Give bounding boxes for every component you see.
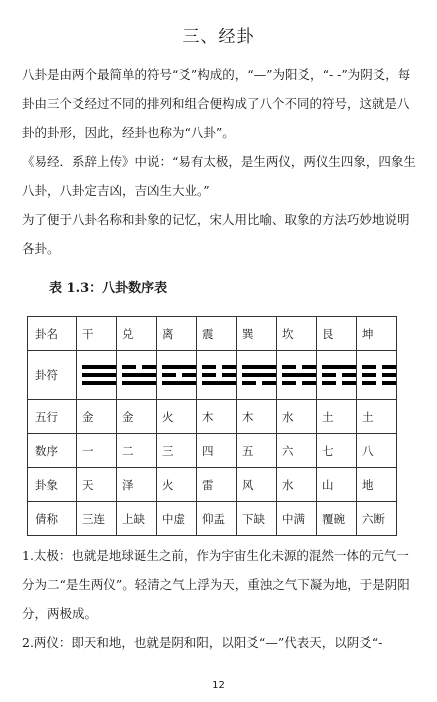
yang-line bbox=[122, 381, 156, 385]
table-cell: 七 bbox=[317, 434, 357, 468]
line-segment bbox=[82, 365, 116, 369]
trigram-symbol bbox=[242, 365, 276, 385]
line-segment bbox=[122, 365, 136, 369]
trigram-symbol bbox=[202, 365, 236, 385]
yang-line bbox=[202, 381, 236, 385]
yin-line bbox=[362, 373, 396, 377]
yin-line bbox=[282, 381, 316, 385]
table-row bbox=[28, 468, 397, 502]
yang-line bbox=[82, 365, 116, 369]
table-cell: 五 bbox=[237, 434, 277, 468]
table-cell: 震 bbox=[197, 317, 237, 351]
yin-line bbox=[322, 381, 356, 385]
trigram-cell bbox=[237, 351, 277, 400]
quote-paragraph: 《易经．系辞上传》中说：“易有太极，是生两仪，两仪生四象，四象生八卦，八卦定吉凶，吉凶生大业。” bbox=[22, 154, 416, 198]
line-segment bbox=[82, 381, 116, 385]
table-row bbox=[28, 351, 397, 400]
line-segment bbox=[362, 381, 376, 385]
table-row bbox=[28, 400, 397, 434]
table-cell: 艮 bbox=[317, 317, 357, 351]
table-cell: 六断 bbox=[357, 502, 397, 536]
trigram-cell bbox=[357, 351, 397, 400]
line-segment bbox=[382, 365, 396, 369]
line-segment bbox=[322, 365, 356, 369]
table-cell: 三 bbox=[157, 434, 197, 468]
row-header: 卦符 bbox=[28, 351, 77, 400]
line-segment bbox=[322, 373, 336, 377]
section-title: 三、经卦 bbox=[182, 27, 255, 47]
table-cell: 坎 bbox=[277, 317, 317, 351]
line-segment bbox=[282, 365, 296, 369]
table-cell: 离 bbox=[157, 317, 197, 351]
yin-line bbox=[242, 381, 276, 385]
yin-line bbox=[362, 365, 396, 369]
yang-line bbox=[322, 365, 356, 369]
yin-line bbox=[202, 373, 236, 377]
yin-line bbox=[122, 365, 156, 369]
yang-line bbox=[242, 365, 276, 369]
trigram-cell bbox=[77, 351, 117, 400]
table-cell: 金 bbox=[117, 400, 157, 434]
table-cell: 火 bbox=[157, 468, 197, 502]
line-segment bbox=[362, 373, 376, 377]
table-row bbox=[28, 434, 397, 468]
line-segment bbox=[202, 365, 216, 369]
line-segment bbox=[122, 381, 156, 385]
yang-line bbox=[122, 373, 156, 377]
line-segment bbox=[222, 365, 236, 369]
table-cell: 干 bbox=[77, 317, 117, 351]
line-segment bbox=[322, 381, 336, 385]
table-cell: 土 bbox=[317, 400, 357, 434]
line-segment bbox=[242, 381, 256, 385]
trigram-cell bbox=[157, 351, 197, 400]
line-segment bbox=[162, 381, 196, 385]
table-cell: 八 bbox=[357, 434, 397, 468]
table-cell: 木 bbox=[237, 400, 277, 434]
trigram-symbol bbox=[122, 365, 156, 385]
line-segment bbox=[302, 381, 316, 385]
note-taiji: 1.太极：也就是地球诞生之前，作为宇宙生化未源的混然一体的元气一分为二“是生两仪”。轻清之气上浮为天，重浊之气下凝为地，于是阴阳分，两极成。 bbox=[22, 548, 410, 621]
line-segment bbox=[342, 373, 356, 377]
yin-line bbox=[202, 365, 236, 369]
line-segment bbox=[162, 373, 176, 377]
intro-paragraph: 八卦是由两个最简单的符号“爻”构成的，“—”为阳爻，“- -”为阴爻，每卦由三个爻经过不同的排列和组合便构成了八个不同的符号，这就是八卦的卦形，因此，经卦也称为“八卦”。 bbox=[22, 67, 411, 140]
line-segment bbox=[382, 381, 396, 385]
yang-line bbox=[282, 373, 316, 377]
mnemonic-paragraph: 为了便于八卦名称和卦象的记忆，宋人用比喻、取象的方法巧妙地说明各卦。 bbox=[22, 212, 410, 256]
table-cell: 坤 bbox=[357, 317, 397, 351]
yang-line bbox=[82, 373, 116, 377]
row-header: 卦名 bbox=[28, 317, 77, 351]
trigram-symbol bbox=[82, 365, 116, 385]
yin-line bbox=[322, 373, 356, 377]
trigram-symbol bbox=[362, 365, 396, 385]
table-cell: 水 bbox=[277, 468, 317, 502]
trigram-symbol bbox=[162, 365, 196, 385]
line-segment bbox=[282, 381, 296, 385]
table-cell: 仰盂 bbox=[197, 502, 237, 536]
table-cell: 风 bbox=[237, 468, 277, 502]
table-cell: 覆碗 bbox=[317, 502, 357, 536]
row-header: 倩称 bbox=[28, 502, 77, 536]
line-segment bbox=[162, 365, 196, 369]
yin-line bbox=[282, 365, 316, 369]
line-segment bbox=[282, 373, 316, 377]
table-cell: 六 bbox=[277, 434, 317, 468]
line-segment bbox=[202, 373, 216, 377]
row-header: 卦象 bbox=[28, 468, 77, 502]
table-cell: 地 bbox=[357, 468, 397, 502]
table-cell: 中满 bbox=[277, 502, 317, 536]
table-cell: 水 bbox=[277, 400, 317, 434]
table-cell: 兑 bbox=[117, 317, 157, 351]
yin-line bbox=[362, 381, 396, 385]
row-header: 数序 bbox=[28, 434, 77, 468]
bagua-table bbox=[27, 316, 397, 536]
table-cell: 泽 bbox=[117, 468, 157, 502]
line-segment bbox=[342, 381, 356, 385]
trigram-symbol bbox=[322, 365, 356, 385]
table-cell: 金 bbox=[77, 400, 117, 434]
trigram-cell bbox=[117, 351, 157, 400]
yin-line bbox=[162, 373, 196, 377]
table-cell: 下缺 bbox=[237, 502, 277, 536]
line-segment bbox=[242, 373, 276, 377]
table-cell: 中虚 bbox=[157, 502, 197, 536]
table-cell: 天 bbox=[77, 468, 117, 502]
table-cell: 三连 bbox=[77, 502, 117, 536]
table-cell: 四 bbox=[197, 434, 237, 468]
table-caption: 表 1.3：八卦数序表 bbox=[49, 281, 168, 296]
trigram-symbol bbox=[282, 365, 316, 385]
trigram-cell bbox=[317, 351, 357, 400]
yang-line bbox=[82, 381, 116, 385]
trigram-cell bbox=[277, 351, 317, 400]
line-segment bbox=[202, 381, 236, 385]
table-cell: 木 bbox=[197, 400, 237, 434]
line-segment bbox=[182, 373, 196, 377]
table-cell: 一 bbox=[77, 434, 117, 468]
trigram-cell bbox=[197, 351, 237, 400]
line-segment bbox=[382, 373, 396, 377]
line-segment bbox=[262, 381, 276, 385]
table-cell: 上缺 bbox=[117, 502, 157, 536]
table-row bbox=[28, 502, 397, 536]
table-cell: 火 bbox=[157, 400, 197, 434]
line-segment bbox=[362, 365, 376, 369]
table-cell: 二 bbox=[117, 434, 157, 468]
page-number: 12 bbox=[212, 680, 225, 691]
table-row bbox=[28, 317, 397, 351]
line-segment bbox=[82, 373, 116, 377]
line-segment bbox=[242, 365, 276, 369]
note-liangyi: 2.两仪：即天和地，也就是阴和阳，以阳爻“—”代表天，以阴爻“- bbox=[22, 635, 383, 650]
line-segment bbox=[122, 373, 156, 377]
yang-line bbox=[162, 365, 196, 369]
table-cell: 巽 bbox=[237, 317, 277, 351]
table-cell: 山 bbox=[317, 468, 357, 502]
line-segment bbox=[222, 373, 236, 377]
table-cell: 雷 bbox=[197, 468, 237, 502]
line-segment bbox=[142, 365, 156, 369]
row-header: 五行 bbox=[28, 400, 77, 434]
line-segment bbox=[302, 365, 316, 369]
yang-line bbox=[242, 373, 276, 377]
table-cell: 土 bbox=[357, 400, 397, 434]
yang-line bbox=[162, 381, 196, 385]
